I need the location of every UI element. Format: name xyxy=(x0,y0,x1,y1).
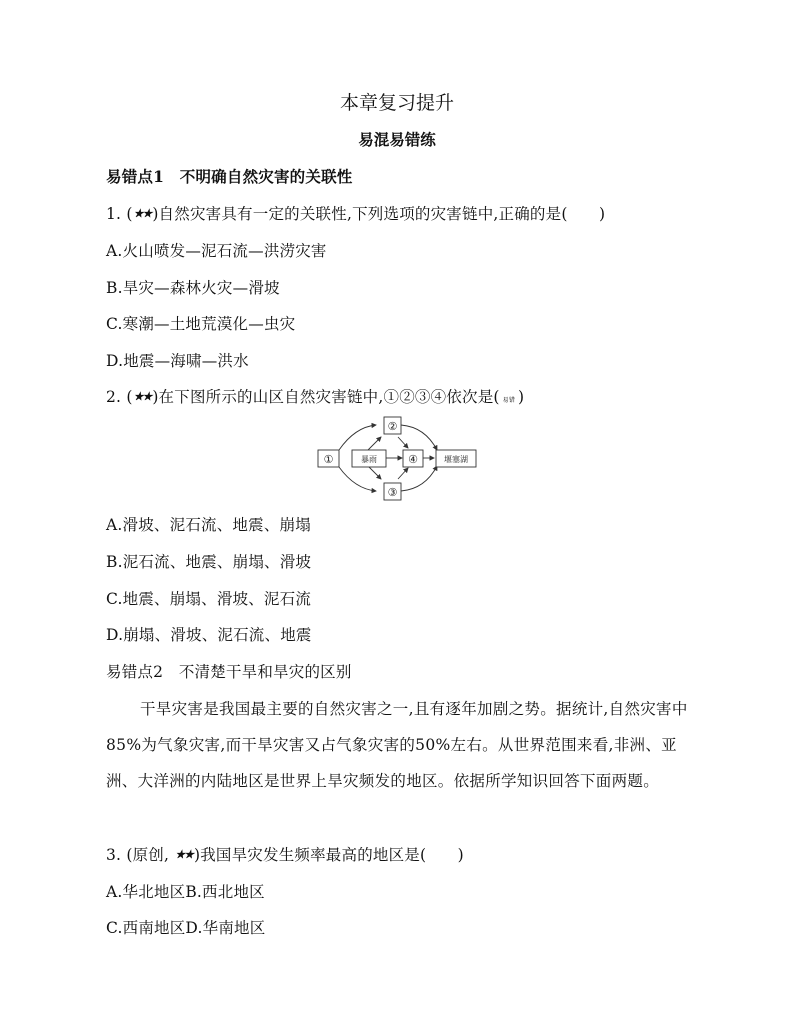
question-3-options-cd: C.西南地区D.华南地区 xyxy=(106,919,266,937)
section-heading-2: 易错点2 不清楚干旱和旱灾的区别 xyxy=(106,663,352,681)
question-2-prefix: 2. ( xyxy=(106,388,133,406)
question-1-stem xyxy=(106,203,605,225)
difficulty-star-icon: ★★ xyxy=(133,390,152,403)
arrow-1-to-3 xyxy=(339,467,376,491)
question-2-stem xyxy=(106,386,524,412)
question-1-prefix: 1. ( xyxy=(106,205,133,223)
question-3-stem xyxy=(106,844,464,866)
diagram-label-rain: 暴雨 xyxy=(361,455,377,464)
diagram-label-3: ③ xyxy=(387,486,398,499)
arrow-1-to-2 xyxy=(339,425,376,450)
difficulty-star-icon: ★★ xyxy=(175,848,193,861)
diagram-label-2: ② xyxy=(387,420,398,433)
question-2-suffix: ) xyxy=(518,388,525,406)
question-2-option-d: D.崩塌、滑坡、泥石流、地震 xyxy=(106,626,312,644)
question-1-option-c: C.寒潮—土地荒漠化—虫灾 xyxy=(106,315,296,333)
question-1-option-d: D.地震—海啸—洪水 xyxy=(106,352,249,370)
question-3-text: )我国旱灾发生频率最高的地区是( ) xyxy=(193,846,464,864)
question-2-text: )在下图所示的山区自然灾害链中,①②③④依次是( xyxy=(152,388,500,406)
question-3-prefix: 3. (原创, xyxy=(106,846,175,864)
question-2-option-a: A.滑坡、泥石流、地震、崩塌 xyxy=(106,516,311,534)
disaster-chain-diagram xyxy=(0,415,794,505)
arrow-rain-to-2 xyxy=(368,437,381,450)
question-2-option-c: C.地震、崩塌、滑坡、泥石流 xyxy=(106,590,312,608)
diagram-label-1: ① xyxy=(323,453,334,466)
page-subtitle: 易混易错练 xyxy=(358,130,436,149)
question-3-options-ab: A.华北地区B.西北地区 xyxy=(106,883,265,901)
arrow-rain-to-3 xyxy=(368,466,381,479)
question-1-option-a: A.火山喷发—泥石流—洪涝灾害 xyxy=(106,242,327,260)
passage-text: 干旱灾害是我国最主要的自然灾害之一,且有逐年加剧之势。据统计,自然灾害中 85%为气象灾害,而干旱灾害又占气象灾害的50%左右。从世界范围来看,非洲、亚洲、大洋洲的内陆地区是世界上旱灾频发的地区。依据所学知识回答下面两题。 xyxy=(106,700,688,790)
difficulty-star-icon: ★★ xyxy=(133,207,152,220)
section-heading-1: 易错点1 不明确自然灾害的关联性 xyxy=(106,167,353,186)
arrow-2-to-4 xyxy=(398,437,408,448)
page-title: 本章复习提升 xyxy=(339,92,454,114)
question-1-option-b: B.旱灾—森林火灾—滑坡 xyxy=(106,279,280,297)
reading-passage xyxy=(106,691,690,799)
error-prone-tag: 易错 xyxy=(502,397,516,404)
question-2-option-b: B.泥石流、地震、崩塌、滑坡 xyxy=(106,553,312,571)
diagram-label-lake: 堰塞湖 xyxy=(444,455,468,464)
arrow-3-to-4 xyxy=(398,468,408,479)
question-1-text: )自然灾害具有一定的关联性,下列选项的灾害链中,正确的是( ) xyxy=(152,205,606,223)
diagram-label-4: ④ xyxy=(408,453,418,466)
